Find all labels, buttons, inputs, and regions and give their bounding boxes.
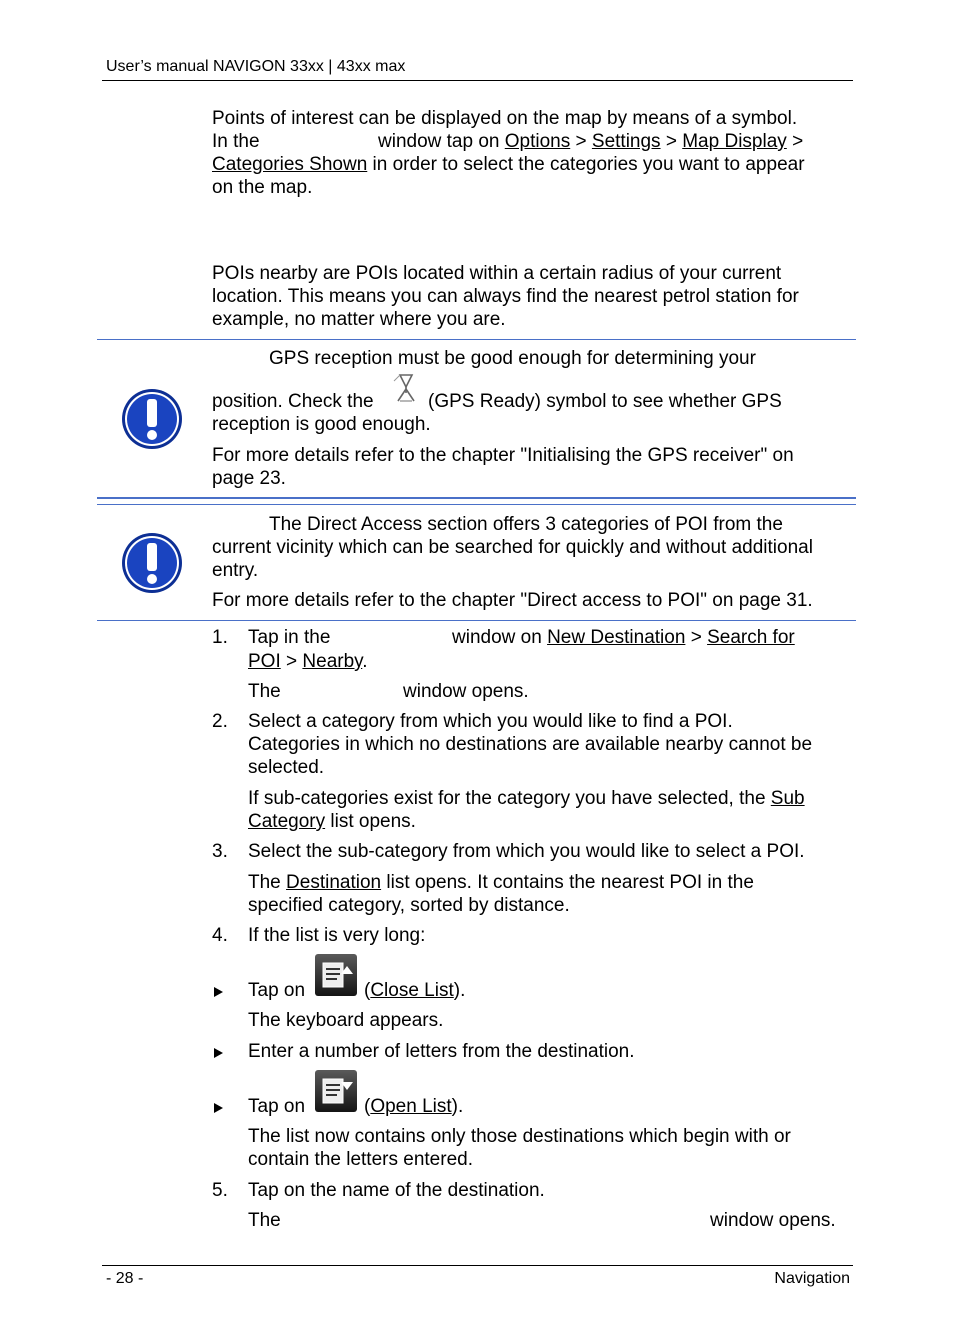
step-1-text-a: Tap in the [248, 627, 331, 648]
note1-line-5: page 23. [212, 468, 286, 489]
step-2-line-4: If sub-categories exist for the category you have selected, the Sub [248, 788, 805, 809]
note2-top-rule [97, 504, 856, 505]
categories-shown-link[interactable]: Categories Shown [212, 154, 368, 175]
exclamation-icon [120, 531, 184, 595]
step-5-line-1: Tap on the name of the destination. [248, 1180, 545, 1201]
sub-link[interactable]: Sub [770, 788, 805, 809]
exclamation-icon [120, 387, 184, 451]
step-1-result-a: The [248, 681, 281, 702]
step-4-number: 4. [212, 925, 228, 946]
close-list-icon[interactable] [315, 954, 357, 996]
settings-link[interactable]: Settings [591, 131, 661, 152]
footer-rule [102, 1265, 853, 1266]
running-header: User’s manual NAVIGON 33xx | 43xx max [106, 58, 406, 75]
enter-letters: Enter a number of letters from the destination. [248, 1041, 635, 1062]
step-5-number: 5. [212, 1180, 228, 1201]
options-link[interactable]: Options [504, 131, 571, 152]
destination-link[interactable]: Destination [286, 872, 382, 893]
triangle-bullet-icon [214, 1048, 223, 1058]
step-3-line-1: Select the sub-category from which you would like to select a POI. [248, 841, 805, 862]
open-list-link[interactable]: Open List [370, 1096, 452, 1117]
note1-line-4: For more details refer to the chapter "Initialising the GPS receiver" on [212, 445, 794, 466]
intro-line-2-b: window tap on Options > Settings > Map Display > [378, 131, 804, 152]
note1-line-3: reception is good enough. [212, 414, 431, 435]
note1-line-2b: (GPS Ready) symbol to see whether GPS [428, 391, 782, 412]
note1-top-rule [97, 339, 856, 340]
triangle-bullet-icon [214, 987, 223, 997]
nearby-link[interactable]: Nearby [302, 651, 363, 672]
step-2-line-3: selected. [248, 757, 325, 778]
note2-line-2: current vicinity which can be searched for quickly and without additional [212, 537, 813, 558]
nearby-line-2: location. This means you can always find the nearest petrol station for [212, 286, 799, 307]
step-4-line-1: If the list is very long: [248, 925, 426, 946]
step-2-line-1: Select a category from which you would like to find a POI. [248, 711, 733, 732]
new-destination-link[interactable]: New Destination [547, 627, 686, 648]
note1-line-2a: position. Check the [212, 391, 374, 412]
note2-line-3: entry. [212, 560, 259, 581]
open-list-icon[interactable] [315, 1070, 357, 1112]
nearby-line-1: POIs nearby are POIs located within a certain radius of your current [212, 263, 782, 284]
step-3-number: 3. [212, 841, 228, 862]
step-2-line-5: Category list opens. [248, 811, 416, 832]
close-list-text: (Close List). [364, 980, 466, 1001]
section-name: Navigation [774, 1270, 850, 1287]
step-3-line-3: specified category, sorted by distance. [248, 895, 570, 916]
step-5-result-a: The [248, 1210, 281, 1231]
gps-ready-icon [392, 371, 422, 405]
step-1-result-b: window opens. [403, 681, 529, 702]
step-2-line-2: Categories in which no destinations are available nearby cannot be [248, 734, 813, 755]
search-for-link[interactable]: Search for [707, 627, 795, 648]
intro-line-1: Points of interest can be displayed on the map by means of a symbol. [212, 108, 798, 129]
map-display-link[interactable]: Map Display [682, 131, 787, 152]
open-list-text: (Open List). [364, 1096, 464, 1117]
intro-line-2: In the [212, 131, 260, 152]
step-2-number: 2. [212, 711, 228, 732]
tap-on-close-label: Tap on [248, 980, 306, 1001]
step-3-line-2: The Destination list opens. It contains the nearest POI in the [248, 872, 754, 893]
tap-on-open-label: Tap on [248, 1096, 306, 1117]
step-1-number: 1. [212, 627, 228, 648]
note2-bottom-rule [97, 620, 856, 621]
close-list-link[interactable]: Close List [370, 980, 454, 1001]
nearby-line-3: example, no matter where you are. [212, 309, 506, 330]
step-1-text-c: POI > Nearby. [248, 651, 368, 672]
step-1-text-b: window on New Destination > Search for [452, 627, 795, 648]
note2-line-4: For more details refer to the chapter "Direct access to POI" on page 31. [212, 590, 813, 611]
header-rule [102, 80, 853, 81]
intro-line-3: Categories Shown in order to select the categories you want to appear [212, 154, 805, 175]
note2-line-1: The Direct Access section offers 3 categories of POI from the [269, 514, 783, 535]
step-5-result-b: window opens. [710, 1210, 836, 1231]
note1-line-1: GPS reception must be good enough for determining your [269, 348, 756, 369]
poi-link[interactable]: POI [248, 651, 281, 672]
page-number: - 28 - [106, 1270, 144, 1287]
category-link[interactable]: Category [248, 811, 326, 832]
list-contains-line-1: The list now contains only those destinations which begin with or [248, 1126, 791, 1147]
intro-line-4: on the map. [212, 177, 313, 198]
triangle-bullet-icon [214, 1103, 223, 1113]
note1-bottom-rule [97, 497, 856, 499]
keyboard-appears: The keyboard appears. [248, 1010, 444, 1031]
list-contains-line-2: contain the letters entered. [248, 1149, 473, 1170]
